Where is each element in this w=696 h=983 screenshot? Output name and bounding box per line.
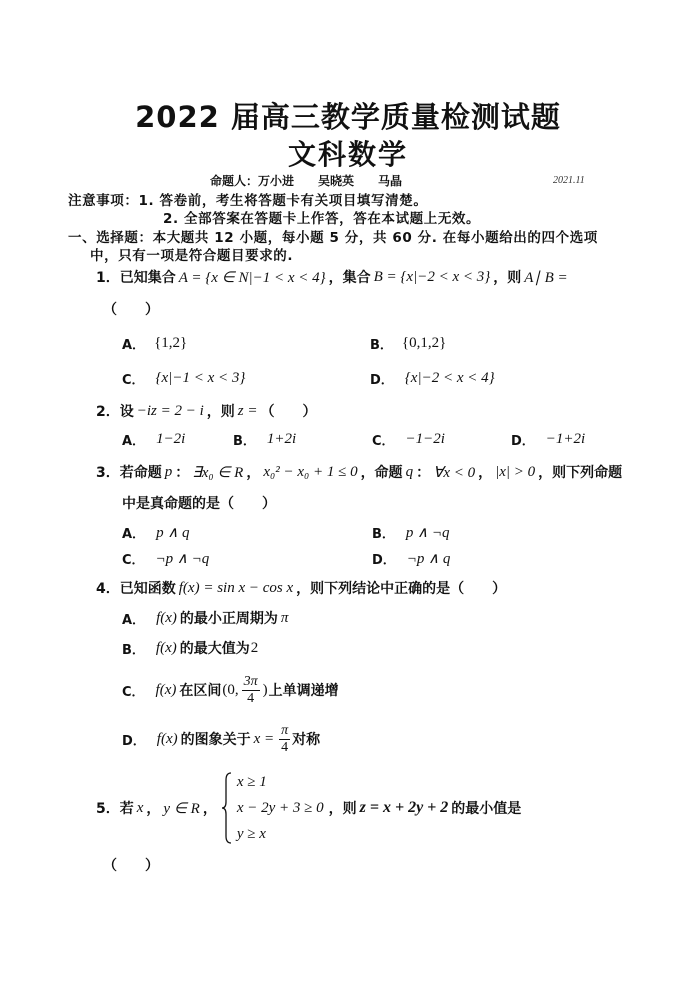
question-text: 若命题 bbox=[119, 465, 162, 481]
inequality-3: y ≥ x bbox=[236, 826, 266, 842]
question-text: 若 bbox=[119, 801, 134, 817]
question-text: ： bbox=[175, 465, 190, 481]
option-math: ¬p ∧ q bbox=[406, 550, 451, 567]
option-label: D． bbox=[511, 433, 535, 449]
question-text: ，则 bbox=[493, 270, 522, 286]
option-math: π bbox=[280, 609, 289, 626]
option-math: f(x) bbox=[155, 681, 177, 698]
option-text: 的图象关于 bbox=[180, 732, 251, 748]
inequality-lines bbox=[235, 769, 326, 847]
fraction-denominator: 4 bbox=[247, 690, 255, 706]
q4-option-a bbox=[122, 608, 291, 628]
option-label: A． bbox=[122, 433, 146, 449]
question-5 bbox=[96, 770, 521, 846]
math-expression: B = {x|−2 < x < 3} bbox=[373, 268, 491, 285]
option-label: C． bbox=[122, 552, 145, 568]
option-math: p ∧ ¬q bbox=[405, 524, 450, 541]
q4-option-d bbox=[122, 721, 320, 757]
question-text: ，则下列结论中正确的是（ ） bbox=[296, 581, 507, 597]
q3-option-b bbox=[372, 522, 453, 542]
question-text: 设 bbox=[119, 404, 134, 420]
left-brace-icon bbox=[221, 771, 233, 845]
answer-blank bbox=[103, 299, 159, 319]
question-number: 3． bbox=[96, 465, 120, 481]
notes-item-1: 1. 答卷前，考生将答题卡有关项目填写清楚。 bbox=[138, 193, 428, 209]
section-instructions-line-2 bbox=[90, 244, 293, 264]
notes-line-2 bbox=[163, 207, 480, 227]
question-text: ， bbox=[146, 801, 161, 817]
question-text: ，集合 bbox=[328, 270, 371, 286]
option-label: A． bbox=[122, 526, 146, 542]
question-3-line-2 bbox=[122, 493, 276, 513]
section-instructions-text-1: 一、选择题：本大题共 12 小题，每小题 5 分，共 60 分. 在每小题给出的四个选项 bbox=[68, 230, 598, 246]
option-label: B． bbox=[233, 433, 256, 449]
option-label: A． bbox=[122, 337, 146, 353]
question-text: 的最小值是 bbox=[451, 801, 522, 817]
fraction bbox=[242, 674, 260, 707]
math-expression: z = bbox=[237, 402, 258, 419]
option-math: f(x) bbox=[156, 609, 177, 626]
math-expression: ∀x < 0 bbox=[433, 464, 476, 481]
option-math: f(x) bbox=[155, 639, 177, 656]
q1-option-d bbox=[370, 368, 498, 388]
option-text: 在区间 bbox=[179, 683, 222, 699]
math-expression: A∣ B = bbox=[524, 269, 568, 286]
option-label: C． bbox=[122, 372, 145, 388]
math-expression: z = x + 2y + 2 bbox=[359, 799, 449, 816]
question-text: ，则下列命题 bbox=[538, 465, 623, 481]
q3-option-d bbox=[372, 548, 453, 568]
option-math: 1−2i bbox=[156, 430, 186, 447]
section-instructions-text-2: 中，只有一项是符合题目要求的. bbox=[90, 248, 294, 264]
option-math: f(x) bbox=[156, 730, 178, 747]
option-math: {x|−2 < x < 4} bbox=[404, 369, 495, 386]
inequality-1: x ≥ 1 bbox=[236, 774, 267, 790]
question-text: ： bbox=[416, 465, 431, 481]
answer-blank bbox=[103, 855, 159, 875]
question-3 bbox=[96, 462, 622, 482]
option-math: −1−2i bbox=[405, 430, 445, 447]
option-math: {0,1,2} bbox=[401, 334, 447, 351]
question-1 bbox=[96, 267, 571, 287]
option-math: x = bbox=[253, 730, 275, 747]
option-label: D． bbox=[372, 552, 396, 568]
option-label: B． bbox=[122, 642, 145, 658]
notes-label: 注意事项： bbox=[68, 193, 139, 209]
option-label: B． bbox=[372, 526, 395, 542]
option-label: D． bbox=[122, 733, 146, 749]
math-expression: y ∈ R bbox=[163, 800, 200, 817]
q4-option-b bbox=[122, 638, 259, 658]
notes-line-1 bbox=[68, 189, 427, 209]
q2-option-c bbox=[372, 429, 448, 449]
question-text: ，则 bbox=[328, 801, 357, 817]
fraction-numerator: π bbox=[281, 722, 289, 738]
exam-authors: 命题人：万小进 吴晓英 马晶 bbox=[210, 174, 403, 188]
math-expression: x bbox=[136, 799, 144, 816]
option-math: 2 bbox=[250, 639, 259, 656]
notes-item-2: 2. 全部答案在答题卡上作答，答在本试题上无效。 bbox=[163, 211, 481, 227]
fraction-numerator: 3π bbox=[243, 673, 258, 689]
question-number: 4． bbox=[96, 581, 120, 597]
option-text: 上单调递增 bbox=[268, 683, 339, 699]
option-math: p ∧ q bbox=[156, 524, 190, 541]
inequality-2: x − 2y + 3 ≥ 0 bbox=[236, 800, 324, 816]
option-math: 1+2i bbox=[266, 430, 297, 447]
math-expression: |x| > 0 bbox=[495, 463, 536, 480]
question-text: ，命题 bbox=[360, 465, 403, 481]
answer-blank-text: （ ） bbox=[103, 858, 159, 874]
question-number: 5． bbox=[96, 801, 120, 817]
math-expression: x₀² − x₀ + 1 ≤ 0 bbox=[263, 463, 358, 480]
option-math: ) bbox=[262, 681, 268, 698]
q1-option-c bbox=[122, 368, 248, 388]
option-text: 的最小正周期为 bbox=[179, 611, 278, 627]
fraction bbox=[279, 723, 290, 756]
option-math: {1,2} bbox=[154, 334, 188, 351]
question-text: 已知集合 bbox=[119, 270, 176, 286]
inequality-system bbox=[221, 769, 326, 847]
option-math: −1+2i bbox=[545, 430, 586, 447]
q2-option-a bbox=[122, 429, 188, 449]
option-math: (0, bbox=[222, 681, 239, 698]
math-expression: ∃x₀ ∈ R bbox=[192, 464, 244, 481]
question-text: 已知函数 bbox=[119, 581, 176, 597]
math-expression: p bbox=[164, 463, 173, 480]
question-2 bbox=[96, 401, 317, 421]
question-text: ， bbox=[202, 801, 217, 817]
question-number: 1． bbox=[96, 270, 120, 286]
q1-option-b bbox=[370, 333, 447, 353]
option-label: D． bbox=[370, 372, 394, 388]
option-text: 的最大值为 bbox=[179, 641, 250, 657]
q2-option-d bbox=[511, 429, 588, 449]
q3-option-c bbox=[122, 548, 212, 568]
option-label: A． bbox=[122, 612, 146, 628]
option-math: {x|−1 < x < 3} bbox=[155, 369, 246, 386]
q4-option-c bbox=[122, 672, 339, 708]
question-4 bbox=[96, 578, 506, 598]
option-label: C． bbox=[122, 684, 145, 700]
q3-option-a bbox=[122, 522, 193, 542]
math-expression: A = {x ∈ N|−1 < x < 4} bbox=[178, 269, 326, 286]
math-expression: −iz = 2 − i bbox=[136, 402, 204, 419]
math-expression: q bbox=[405, 463, 414, 480]
question-text: 中是真命题的是（ ） bbox=[122, 496, 276, 512]
answer-blank-text: （ ） bbox=[103, 302, 159, 318]
option-label: C． bbox=[372, 433, 395, 449]
q2-option-b bbox=[233, 429, 299, 449]
exam-subject: 文科数学 bbox=[287, 138, 408, 171]
question-text: ， bbox=[478, 465, 493, 481]
exam-title: 2022 届高三教学质量检测试题 bbox=[135, 100, 561, 134]
fraction-denominator: 4 bbox=[281, 739, 289, 755]
question-number: 2． bbox=[96, 404, 120, 420]
exam-date: 2021.11 bbox=[553, 175, 585, 186]
q1-option-a bbox=[122, 333, 188, 353]
option-math: ¬p ∧ ¬q bbox=[155, 550, 210, 567]
option-label: B． bbox=[370, 337, 393, 353]
question-text: ，则 bbox=[206, 404, 235, 420]
math-expression: f(x) = sin x − cos x bbox=[178, 579, 294, 596]
answer-blank-text: （ ） bbox=[260, 404, 317, 420]
section-instructions-line-1 bbox=[68, 226, 598, 246]
option-text: 对称 bbox=[292, 732, 321, 748]
question-text: ， bbox=[246, 465, 261, 481]
